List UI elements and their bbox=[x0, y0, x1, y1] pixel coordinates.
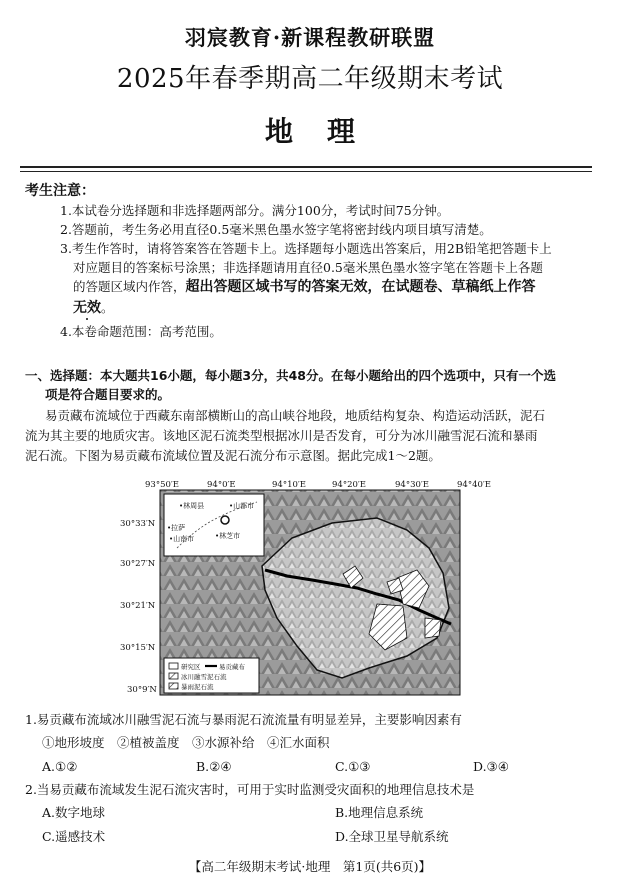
organization-name: 羽宸教育·新课程教研联盟 bbox=[184, 25, 436, 50]
question-2-option-b: B.地理信息系统 bbox=[335, 805, 424, 820]
notice-item-1: 1.本试卷分选择题和非选择题两部分。满分100分，考试时间75分钟。 bbox=[60, 203, 450, 218]
header-rule-thick bbox=[20, 166, 592, 168]
lat-label: 30°33′N bbox=[120, 519, 156, 529]
lon-label: 93°50′E bbox=[145, 480, 180, 490]
notice-item-2: 2.答题前，考生务必用直径0.5毫米黑色墨水签字笔将密封线内项目填写清楚。 bbox=[60, 222, 492, 237]
question-1-option-a: A.①② bbox=[42, 759, 78, 774]
question-1-factors: ①地形坡度 ②植被盖度 ③水源补给 ④汇水面积 bbox=[42, 735, 330, 750]
lat-label: 30°15′N bbox=[120, 643, 156, 653]
legend-river-label: 易贡藏布 bbox=[219, 663, 245, 671]
lon-label: 94°0′E bbox=[207, 480, 236, 490]
inset-place: •拉萨 bbox=[167, 524, 186, 532]
passage-line-1: 易贡藏布流域位于西藏东南部横断山的高山峡谷地段，地质结构复杂、构造运动活跃，泥石 bbox=[45, 408, 546, 423]
question-2-stem: 2.当易贡藏布流域发生泥石流灾害时，可用于实时监测受灾面积的地理信息技术是 bbox=[25, 782, 475, 797]
question-2-option-a: A.数字地球 bbox=[42, 805, 106, 820]
question-1-option-b: B.②④ bbox=[196, 759, 232, 774]
inset-place: •山都市 bbox=[229, 502, 255, 510]
rain-debris-flow-area bbox=[425, 618, 441, 638]
inset-place: •林芝市 bbox=[215, 532, 241, 540]
legend-study-area-swatch bbox=[169, 663, 178, 669]
notice-item-4: 4.本卷命题范围：高考范围。 bbox=[60, 324, 222, 339]
notice-item-3-end: 。 bbox=[101, 300, 114, 315]
legend-glacier-label: 冰川融雪泥石流 bbox=[181, 673, 227, 681]
legend-glacier-swatch bbox=[169, 673, 178, 679]
notice-item-3-line-3-text: 的答题区域内作答， bbox=[73, 279, 186, 294]
lon-label: 94°20′E bbox=[332, 480, 367, 490]
notice-item-3-line-4 bbox=[73, 300, 114, 316]
debris-flow-map bbox=[107, 478, 497, 700]
lon-label: 94°30′E bbox=[395, 480, 430, 490]
question-1-option-d: D.③④ bbox=[473, 759, 509, 774]
question-2-option-c: C.遥感技术 bbox=[42, 829, 106, 844]
header-rule-thin bbox=[20, 171, 592, 172]
legend-study-area-label: 研究区 bbox=[181, 663, 201, 671]
lat-label: 30°27′N bbox=[120, 559, 156, 569]
notice-item-3-emphasis-2: 无效 bbox=[73, 300, 101, 316]
page-footer: 【高二年级期末考试·地理 第1页(共6页)】 bbox=[188, 859, 432, 874]
notice-item-3-line-2: 对应题目的答案标号涂黑；非选择题请用直径0.5毫米黑色墨水签字笔在答题卡上各题 bbox=[73, 260, 543, 275]
notice-item-3-line-1: 3.考生作答时，请将答案答在答题卡上。选择题每小题选出答案后，用2B铅笔把答题卡上 bbox=[60, 241, 552, 256]
inset-place: •山南市 bbox=[169, 535, 195, 543]
notice-heading: 考生注意： bbox=[25, 183, 95, 199]
passage-line-2: 流为其主要的地质灾害。该地区泥石流类型根据冰川是否发育，可分为冰川融雪泥石流和暴雨 bbox=[25, 428, 538, 443]
lat-label: 30°21′N bbox=[120, 601, 156, 611]
question-2-option-d: D.全球卫星导航系统 bbox=[335, 829, 449, 844]
section-1-heading-line-1: 一、选择题：本大题共16小题，每小题3分，共48分。在每小题给出的四个选项中，只有一个选 bbox=[25, 368, 556, 383]
exam-title: 2025年春季期高二年级期末考试 bbox=[116, 64, 504, 94]
subject-title: 地理 bbox=[264, 115, 389, 148]
lon-label: 94°40′E bbox=[457, 480, 492, 490]
lon-label: 94°10′E bbox=[272, 480, 307, 490]
passage-line-3: 泥石流。下图为易贡藏布流域位置及泥石流分布示意图。据此完成1～2题。 bbox=[25, 448, 441, 463]
legend-rain-label: 暴雨泥石流 bbox=[181, 683, 214, 691]
question-1-option-c: C.①③ bbox=[335, 759, 371, 774]
notice-item-3-emphasis: 超出答题区域书写的答案无效，在试题卷、草稿纸上作答 bbox=[185, 279, 536, 295]
section-1-heading-line-2: 项是符合题目要求的。 bbox=[45, 387, 171, 402]
inset-place: •林周县 bbox=[179, 502, 205, 510]
notice-item-3-line-3 bbox=[73, 279, 536, 295]
question-1-stem: 1.易贡藏布流域冰川融雪泥石流与暴雨泥石流流量有明显差异，主要影响因素有 bbox=[25, 712, 462, 727]
lat-label: 30°9′N bbox=[127, 685, 157, 695]
legend-rain-swatch bbox=[169, 683, 178, 689]
